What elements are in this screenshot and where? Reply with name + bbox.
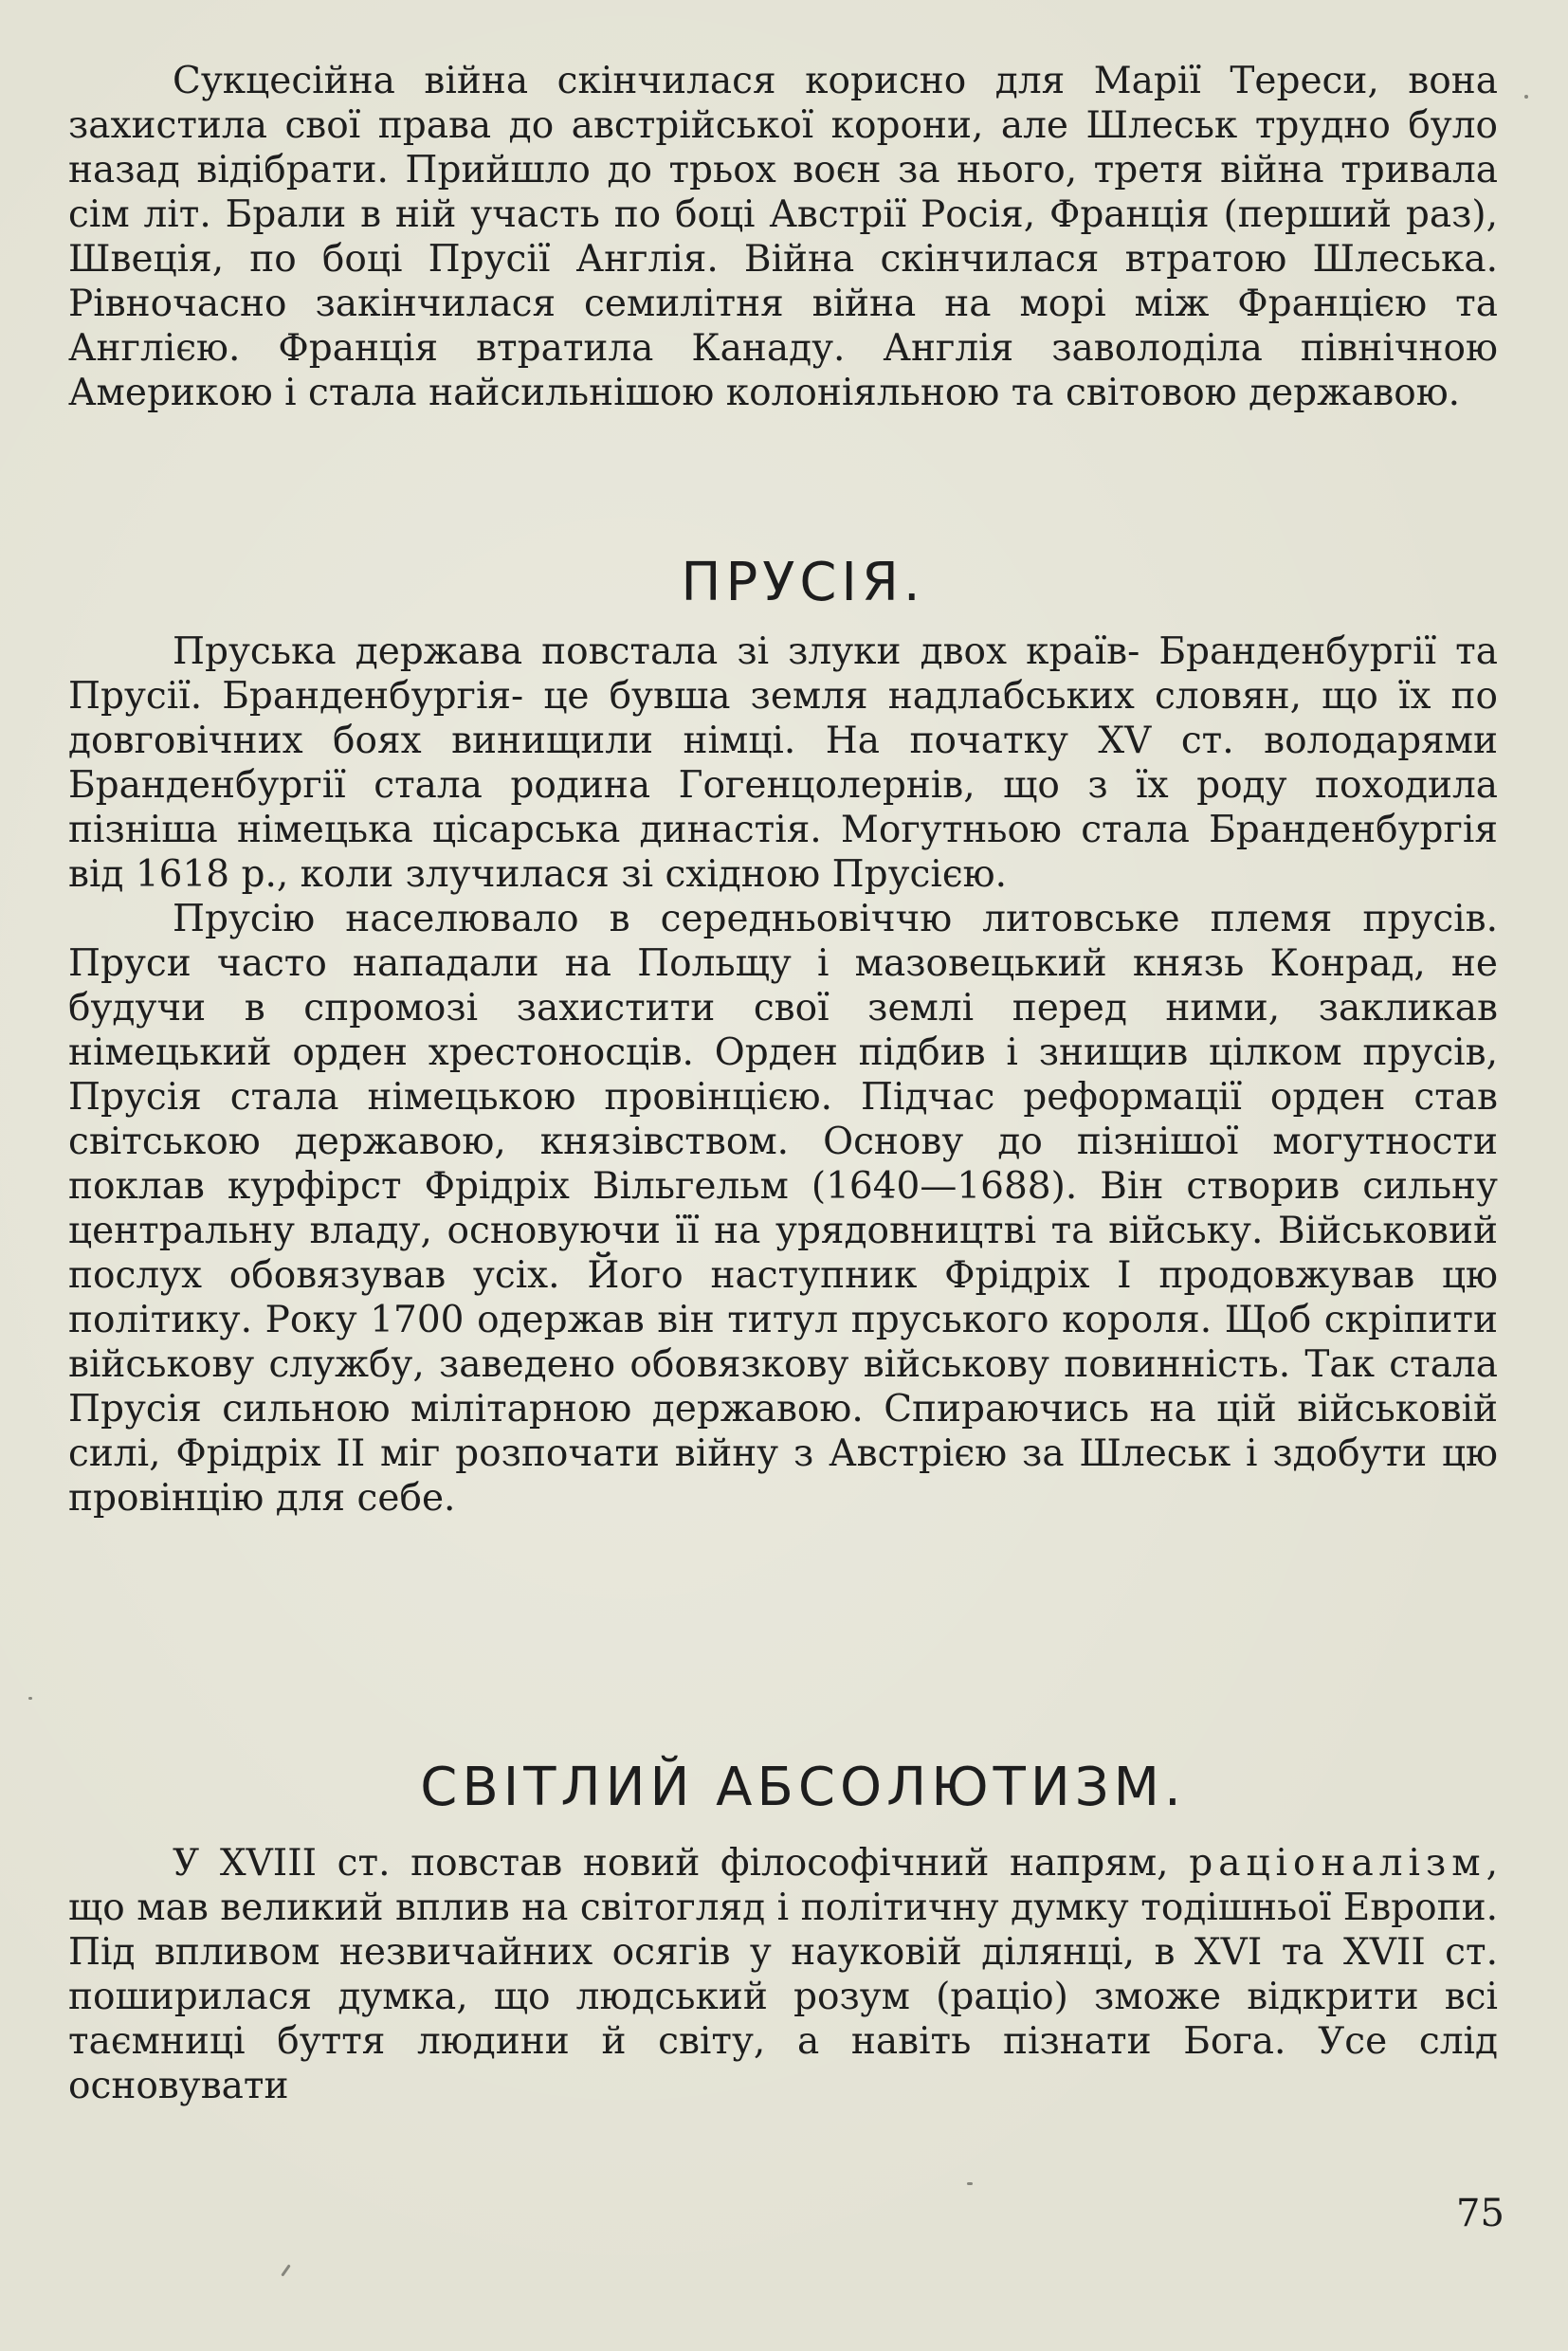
- paragraph: Пруська держава повстала зі злуки двох країв- Бранденбургії та Прусії. Бранденбургія- це бувша земля надлабських словян, що їх по довговічних боях винищили німці. На початку XV ст. володарями Бранденбургії стала родина Гогенцолернів, що з їх роду походила пізніша німецька цісарська династія. Могутньою стала Бранденбургія від 1618 р., коли злучилася зі східною Прусією.: [68, 630, 1498, 896]
- ink-speck: [1524, 95, 1528, 99]
- ink-speck: [28, 1697, 32, 1700]
- spaced-term: раціоналізм: [1189, 1842, 1486, 1885]
- intro-text: [68, 59, 1498, 415]
- section-heading-absolutism: СВІТЛИЙ АБСОЛЮТИЗМ.: [420, 1757, 1186, 1818]
- paragraph: Сукцесійна війна скінчилася корисно для Марії Тереси, вона захистила свої права до австрійської корони, але Шлеськ трудно було назад відібрати. Прийшло до трьох воєн за нього, третя війна тривала сім літ. Брали в ній участь по боці Австрії Росія, Франція (перший раз), Швеція, по боці Прусії Англія. Війна скінчилася втратою Шлеська. Рівночасно закінчилася семилітня війна на морі між Францією та Англією. Франція втратила Канаду. Англія заволоділа північною Америкою і стала найсильнішою колоніяльною та світовою державою.: [68, 60, 1498, 414]
- paragraph-rest: , що мав великий вплив на світогляд і політичну думку тодішньої Европи. Під впливом незвичайних осягів у науковій ділянці, в XVI та XVII ст. поширилася думка, що людський розум (раціо) зможе відкрити всі таємниці буття людини й світу, а навіть пізнати Бога. Усе слід основувати: [68, 1842, 1498, 2107]
- absolutism-text: [68, 1841, 1498, 2108]
- ink-speck: [967, 2182, 973, 2185]
- paragraph-lead: У XVIII ст. повстав новий філософічний напрям,: [173, 1842, 1190, 1885]
- section-heading-prussia: ПРУСІЯ.: [681, 552, 925, 613]
- prussia-text: [68, 629, 1498, 1521]
- paragraph: Прусію населювало в середньовіччю литовське племя прусів. Пруси часто нападали на Польщу і мазовецький князь Конрад, не будучи в спромозі захистити свої землі перед ними, закликав німецький орден хрестоносців. Орден підбив і знищив цілком прусів, Прусія стала німецькою провінцією. Підчас реформації орден став світською державою, князівством. Основу до пізнішої могутности поклав курфірст Фрідріх Вільгельм (1640—1688). Він створив сильну центральну владу, основуючи її на урядовництві та війську. Військовий послух обовязував усіх. Його наступник Фрідріх I продовжував цю політику. Року 1700 одержав він титул пруського короля. Щоб скріпити військову службу, заведено обовязкову військову повинність. Так стала Прусія сильною мілітарною державою. Спираючись на цій військовій силі, Фрідріх II міг розпочати війну з Австрією за Шлеськ і здобути цю провінцію для себе.: [68, 898, 1498, 1520]
- page-number: 75: [1456, 2192, 1504, 2235]
- paragraph: [68, 1841, 1498, 2108]
- ink-speck: [281, 2264, 290, 2276]
